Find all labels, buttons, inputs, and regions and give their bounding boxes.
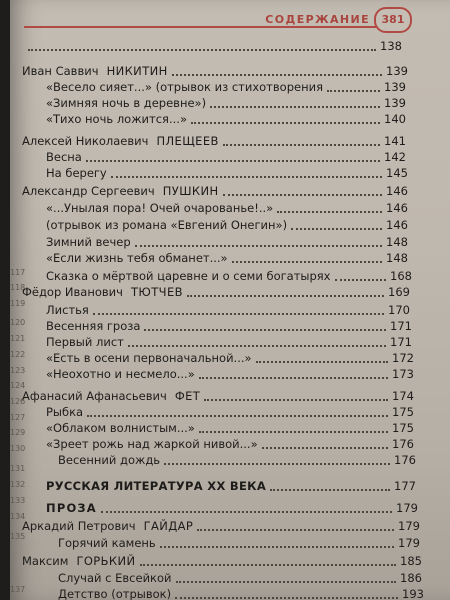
author-first-names: Максим [22,554,69,568]
toc-row [10,334,450,350]
toc-row [10,133,450,149]
dot-leader [199,377,388,379]
dot-leader [28,49,376,51]
page-ref: 179 [396,501,418,515]
page-ref: 168 [390,269,412,283]
entry-title: (отрывок из романа «Евгений Онегин») [46,218,288,232]
dot-leader [256,361,389,363]
author-first-names: Афанасий Афанасьевич [22,389,167,403]
toc-row [10,452,450,468]
toc-row [10,234,450,250]
margin-number: 137 [10,585,26,594]
author-surname: ПЛЕЩЕЕВ [152,134,219,148]
page-ref: 193 [402,587,424,600]
page-ref: 142 [384,150,406,164]
author-name [22,63,168,79]
toc-row [10,436,450,452]
dot-leader [262,447,388,449]
page-ref: 185 [400,554,422,568]
toc-row [10,570,450,586]
header-title: СОДЕРЖАНИЕ [265,13,370,26]
entry-title: Первый лист [46,335,124,349]
entry-title: Рыбка [46,405,84,419]
page-header [10,4,450,34]
margin-number: 130 [10,444,26,453]
book-page [10,0,450,600]
page-number-badge: 381 [374,7,412,33]
dot-leader [172,74,382,76]
dot-leader [232,261,382,263]
page-ref: 139 [384,80,406,94]
entry-title: «Облаком волнистым...» [46,421,195,435]
page-ref: 179 [398,519,420,533]
toc-row [10,350,450,366]
margin-number: 119 [10,299,26,308]
page-ref: 175 [392,405,414,419]
margin-number: 134 [10,512,26,521]
dot-leader [327,90,380,92]
dot-leader [101,511,392,513]
toc-row [10,586,450,600]
dot-leader [87,415,388,417]
entry-title: Весенняя гроза [46,319,141,333]
page-ref: 171 [390,335,412,349]
entry-title: Зимний вечер [46,235,131,249]
entry-title: На берегу [46,166,107,180]
toc-row [10,553,450,569]
dot-leader [93,313,384,315]
toc-row [10,149,450,165]
entry-title: Весенний дождь [58,453,161,467]
entry-title: «...Унылая пора! Очей очарованье!..» [46,201,274,215]
margin-number: 127 [10,413,26,422]
dot-leader [176,581,397,583]
dot-leader [187,295,384,297]
author-surname: НИКИТИН [102,64,168,78]
dot-leader [191,122,380,124]
toc-row [10,38,450,54]
author-name [22,183,219,199]
author-name [22,388,200,404]
dot-leader [210,106,380,108]
dot-leader [223,194,383,196]
dot-leader [277,211,382,213]
margin-number: 133 [10,496,26,505]
page-ref: 146 [386,201,408,215]
dot-leader [144,329,386,331]
toc-row [10,366,450,382]
author-first-names: Фёдор Иванович [22,285,123,299]
entry-title: Листья [46,303,89,317]
entry-title: «Зимняя ночь в деревне») [46,96,207,110]
toc-row [10,420,450,436]
section-title: РУССКАЯ ЛИТЕРАТУРА XX ВЕКА [46,479,267,493]
toc-row [10,200,450,216]
entry-title: «Тихо ночь ложится...» [46,112,187,126]
toc-row [10,518,450,534]
toc-row [10,165,450,181]
margin-number: 123 [10,366,26,375]
page-ref: 179 [398,536,420,550]
dot-leader [164,463,390,465]
margin-number: 126 [10,397,26,406]
entry-title: Случай с Евсейкой [58,571,172,585]
entry-title: «Зреет рожь над жаркой нивой...» [46,437,258,451]
toc-row [10,183,450,199]
page-ref: 172 [392,351,414,365]
page-ref: 139 [386,64,408,78]
toc-row [10,284,450,300]
toc-row [10,404,450,420]
dot-leader [291,228,382,230]
toc-row [10,318,450,334]
toc-row [10,217,450,233]
author-first-names: Аркадий Петрович [22,519,136,533]
dot-leader [140,564,397,566]
author-first-names: Алексей Николаевич [22,134,149,148]
page-ref: 177 [394,479,416,493]
author-surname: ГОРЬКИЙ [72,554,136,568]
dot-leader [197,529,394,531]
toc-row [10,535,450,551]
margin-number: 129 [10,428,26,437]
entry-title: Горячий камень [58,536,156,550]
toc-row [10,388,450,404]
dot-leader [223,144,380,146]
page-ref: 148 [386,251,408,265]
margin-number: 121 [10,334,26,343]
dot-leader [160,546,394,548]
page-ref: 171 [390,319,412,333]
dot-leader [86,160,380,162]
header-rule [24,26,400,28]
entry-title: Весна [46,150,82,164]
margin-number: 124 [10,381,26,390]
dot-leader [199,431,388,433]
author-name [22,284,183,300]
author-surname: ТЮТЧЕВ [126,285,183,299]
toc-row [10,111,450,127]
dot-leader [128,345,386,347]
entry-title: «Неохотно и несмело...» [46,367,195,381]
subsection-title: ПРОЗА [46,501,97,515]
page-ref: 139 [384,96,406,110]
page-ref: 173 [392,367,414,381]
margin-number: 117 [10,268,26,277]
margin-number: 131 [10,464,26,473]
page-ref: 186 [400,571,422,585]
toc-row [10,95,450,111]
toc-row [10,500,450,516]
page-ref: 138 [380,39,402,53]
page-ref: 175 [392,421,414,435]
page-ref: 146 [386,184,408,198]
toc-row [10,268,450,284]
page-ref: 141 [384,134,406,148]
page-ref: 169 [388,285,410,299]
author-name [22,518,193,534]
author-first-names: Александр Сергеевич [22,184,155,198]
entry-title: «Есть в осени первоначальной...» [46,351,252,365]
margin-number: 118 [10,283,26,292]
entry-title: Детство (отрывок) [58,587,172,600]
toc-row [10,63,450,79]
author-surname: ФЕТ [170,389,201,403]
toc-row [10,302,450,318]
margin-number: 132 [10,480,26,489]
toc-row [10,250,450,266]
page-ref: 146 [386,218,408,232]
entry-title: «Весело сияет...» (отрывок из стихотворения [46,80,323,94]
margin-number: 135 [10,532,26,541]
dot-leader [175,597,398,599]
author-name [22,133,219,149]
author-surname: ГАЙДАР [139,519,194,533]
entry-title: Сказка о мёртвой царевне и о семи богатырях [46,269,331,283]
margin-number: 122 [10,350,26,359]
dot-leader [270,489,390,491]
page-ref: 176 [392,437,414,451]
toc-row [10,79,450,95]
page-ref: 176 [394,453,416,467]
page-ref: 174 [392,389,414,403]
author-first-names: Иван Саввич [22,64,99,78]
page-ref: 145 [386,166,408,180]
dot-leader [204,399,388,401]
dot-leader [135,245,382,247]
margin-number: 120 [10,318,26,327]
page-ref: 170 [388,303,410,317]
author-surname: ПУШКИН [158,184,219,198]
page-ref: 140 [384,112,406,126]
page-ref: 148 [386,235,408,249]
author-name [22,553,136,569]
dot-leader [335,279,387,281]
toc-row [10,478,450,494]
dot-leader [111,176,382,178]
entry-title: «Если жизнь тебя обманет...» [46,251,228,265]
